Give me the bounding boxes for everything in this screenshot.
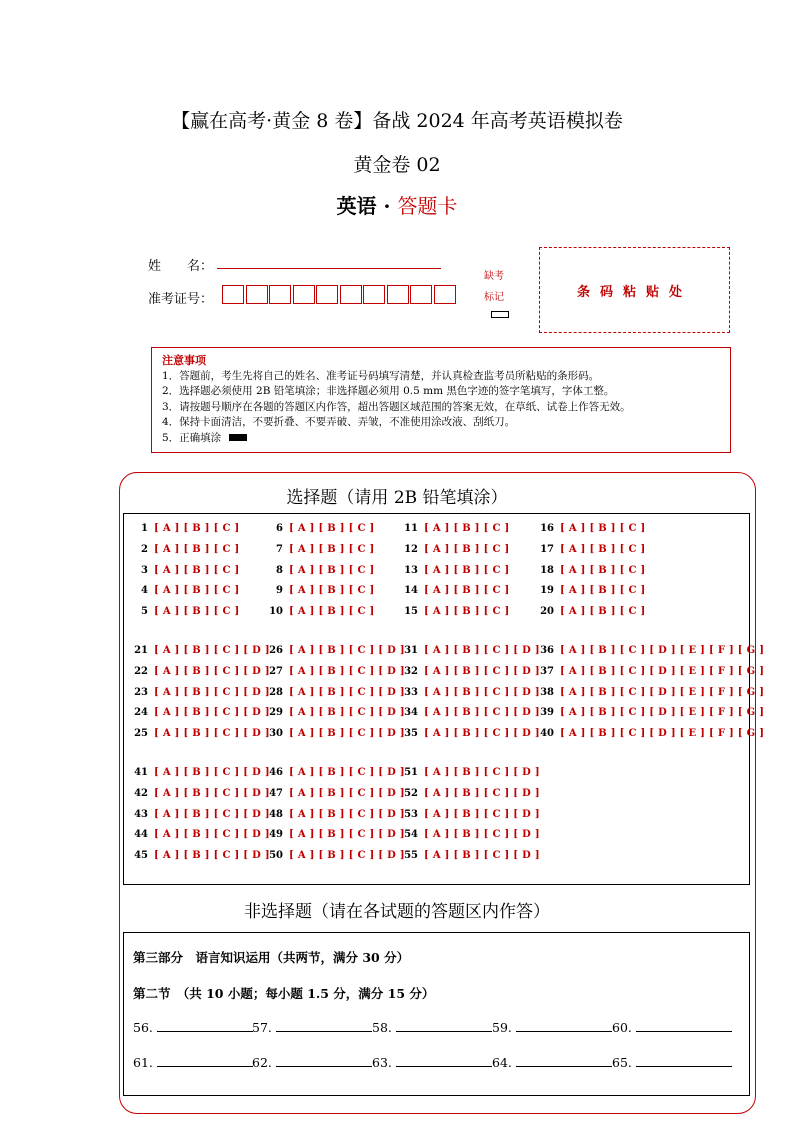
answer-options[interactable]: [ A ] [ B ] [ C ] — [560, 585, 646, 597]
barcode-area: 条码粘贴处 — [539, 247, 730, 333]
notice-item: 4．保持卡面清洁，不要折叠、不要弄破、弄皱，不准使用涂改液、刮纸刀。 — [162, 416, 516, 428]
question-number: 23 — [134, 686, 148, 698]
answer-options[interactable]: [ A ] [ B ] [ C ] [ D ] [ E ] [ F ] [ G ] — [560, 645, 765, 656]
mc-question-51 — [400, 767, 540, 778]
mc-question-49 — [265, 829, 405, 840]
answer-options[interactable]: [ A ] [ B ] [ C ] [ D ] — [424, 686, 540, 698]
blank-58[interactable] — [372, 1020, 492, 1035]
answer-options[interactable]: [ A ] [ B ] [ C ] [ D ] — [424, 707, 540, 719]
mc-question-25 — [130, 728, 270, 739]
mc-question-16 — [536, 523, 646, 534]
question-number: 24 — [134, 707, 148, 719]
answer-options[interactable]: [ A ] [ B ] [ C ] [ D ] — [424, 767, 540, 778]
question-number: 50 — [269, 850, 283, 862]
name-field[interactable] — [217, 268, 441, 269]
question-number: 25 — [134, 728, 148, 740]
question-number: 37 — [540, 665, 554, 677]
mc-question-26 — [265, 645, 405, 656]
answer-line[interactable] — [157, 1030, 253, 1032]
mc-question-34 — [400, 707, 540, 718]
blank-number: 65. — [612, 1055, 632, 1070]
answer-options[interactable]: [ A ] [ B ] [ C ] [ D ] [ E ] [ F ] [ G ] — [560, 686, 765, 698]
mc-question-52 — [400, 788, 540, 799]
answer-options[interactable]: [ A ] [ B ] [ C ] — [289, 543, 375, 555]
blank-number: 57. — [252, 1020, 272, 1035]
answer-options[interactable]: [ A ] [ B ] [ C ] [ D ] — [289, 645, 405, 656]
mc-question-8 — [265, 565, 375, 576]
question-number: 43 — [134, 808, 148, 820]
question-number: 20 — [540, 606, 554, 618]
question-number: 18 — [540, 564, 554, 576]
answer-options[interactable]: [ A ] [ B ] [ C ] [ D ] — [154, 787, 270, 799]
answer-options[interactable]: [ A ] [ B ] [ C ] [ D ] — [289, 850, 405, 862]
question-number: 9 — [276, 585, 283, 597]
notice-title: 注意事项 — [162, 354, 206, 367]
exam-subtitle: 黄金卷 02 — [353, 154, 441, 176]
blank-number: 60. — [612, 1020, 632, 1035]
id-number-boxes[interactable] — [222, 285, 457, 304]
answer-options[interactable]: [ A ] [ B ] [ C ] — [424, 543, 510, 555]
mc-question-50 — [265, 850, 405, 861]
mc-question-35 — [400, 728, 540, 739]
question-number: 19 — [540, 585, 554, 597]
mc-question-6 — [265, 523, 375, 534]
absent-label-1: 缺考 — [484, 271, 504, 282]
answer-options[interactable]: [ A ] [ B ] [ C ] — [424, 564, 510, 576]
question-number: 39 — [540, 707, 554, 719]
notice-item: 1．答题前，考生先将自己的姓名、准考证号码填写清楚，并认真检查监考员所粘贴的条形码。 — [162, 369, 600, 382]
answer-options[interactable]: [ A ] [ B ] [ C ] [ D ] — [154, 829, 270, 841]
answer-options[interactable]: [ A ] [ B ] [ C ] [ D ] — [424, 808, 540, 820]
id-digit-box[interactable] — [410, 285, 432, 304]
mc-question-20 — [536, 606, 646, 617]
question-number: 7 — [276, 543, 283, 555]
question-number: 15 — [404, 606, 418, 618]
notice-item-fill: 5．正确填涂 — [162, 431, 720, 447]
id-digit-box[interactable] — [340, 285, 362, 304]
mc-question-12 — [400, 544, 510, 555]
mc-question-3 — [130, 565, 240, 576]
answer-options[interactable]: [ A ] [ B ] [ C ] — [424, 523, 510, 534]
mc-question-22 — [130, 666, 270, 677]
answer-options[interactable]: [ A ] [ B ] [ C ] [ D ] — [154, 767, 270, 778]
answer-options[interactable]: [ A ] [ B ] [ C ] — [154, 523, 240, 534]
question-number: 6 — [276, 523, 283, 534]
answer-options[interactable]: [ A ] [ B ] [ C ] — [560, 564, 646, 576]
mc-question-24 — [130, 707, 270, 718]
mc-question-32 — [400, 666, 540, 677]
id-digit-box[interactable] — [316, 285, 338, 304]
mc-question-30 — [265, 728, 405, 739]
question-number: 29 — [269, 707, 283, 719]
answer-line[interactable] — [276, 1065, 372, 1067]
question-number: 17 — [540, 543, 554, 555]
answer-line[interactable] — [516, 1030, 612, 1032]
answer-line[interactable] — [396, 1065, 492, 1067]
question-number: 26 — [269, 645, 283, 656]
question-number: 13 — [404, 564, 418, 576]
correct-fill-sample — [229, 434, 247, 441]
mc-question-47 — [265, 788, 405, 799]
question-number: 11 — [404, 523, 418, 534]
question-number: 28 — [269, 686, 283, 698]
mc-question-13 — [400, 565, 510, 576]
question-number: 1 — [141, 523, 148, 534]
question-number: 31 — [404, 645, 418, 656]
question-number: 33 — [404, 686, 418, 698]
mc-question-9 — [265, 585, 375, 596]
question-number: 41 — [134, 767, 148, 778]
blank-57[interactable] — [252, 1020, 372, 1035]
mc-question-15 — [400, 606, 510, 617]
answer-options[interactable]: [ A ] [ B ] [ C ] — [560, 606, 646, 618]
mc-question-44 — [130, 829, 270, 840]
question-number: 14 — [404, 585, 418, 597]
mc-question-37 — [536, 666, 764, 677]
mc-question-18 — [536, 565, 646, 576]
mc-question-43 — [130, 809, 270, 820]
mc-question-27 — [265, 666, 405, 677]
mc-question-41 — [130, 767, 270, 778]
answer-options[interactable]: [ A ] [ B ] [ C ] [ D ] — [424, 728, 540, 740]
answer-options[interactable]: [ A ] [ B ] [ C ] [ D ] [ E ] [ F ] [ G ] — [560, 728, 765, 740]
answer-line[interactable] — [276, 1030, 372, 1032]
answer-options[interactable]: [ A ] [ B ] [ C ] [ D ] — [424, 850, 540, 862]
part-heading: 第三部分 语言知识运用（共两节，满分 30 分） — [133, 950, 410, 965]
answer-options[interactable]: [ A ] [ B ] [ C ] [ D ] — [154, 645, 270, 656]
blank-number: 56. — [133, 1020, 153, 1035]
blank-62[interactable] — [252, 1055, 372, 1070]
question-number: 42 — [134, 787, 148, 799]
answer-options[interactable]: [ A ] [ B ] [ C ] [ D ] — [424, 787, 540, 799]
answer-options[interactable]: [ A ] [ B ] [ C ] [ D ] — [154, 728, 270, 740]
mc-question-54 — [400, 829, 540, 840]
answer-options[interactable]: [ A ] [ B ] [ C ] [ D ] [ E ] [ F ] [ G ] — [560, 665, 765, 677]
id-digit-box[interactable] — [434, 285, 456, 304]
answer-options[interactable]: [ A ] [ B ] [ C ] [ D ] — [289, 707, 405, 719]
mc-question-7 — [265, 544, 375, 555]
question-number: 22 — [134, 665, 148, 677]
answer-options[interactable]: [ A ] [ B ] [ C ] [ D ] — [154, 808, 270, 820]
exam-title: 【赢在高考·黄金 8 卷】备战 2024 年高考英语模拟卷 — [171, 110, 623, 132]
notice-box — [151, 347, 731, 453]
answer-line[interactable] — [157, 1065, 253, 1067]
question-number: 32 — [404, 665, 418, 677]
blank-63[interactable] — [372, 1055, 492, 1070]
question-number: 47 — [269, 787, 283, 799]
mc-question-33 — [400, 687, 540, 698]
mc-question-5 — [130, 606, 240, 617]
answer-options[interactable]: [ A ] [ B ] [ C ] [ D ] — [424, 645, 540, 656]
answer-options[interactable]: [ A ] [ B ] [ C ] — [154, 606, 240, 618]
mc-question-23 — [130, 687, 270, 698]
answer-line[interactable] — [516, 1065, 612, 1067]
mc-question-29 — [265, 707, 405, 718]
question-number: 10 — [269, 606, 283, 618]
id-label: 准考证号： — [148, 292, 214, 307]
answer-line[interactable] — [636, 1030, 732, 1032]
answer-options[interactable]: [ A ] [ B ] [ C ] — [424, 606, 510, 618]
notice-item: 3．请按题号顺序在各题的答题区内作答，超出答题区域范围的答案无效，在草纸、试卷上作答无效。 — [162, 400, 631, 413]
notice-item: 2．选择题必须使用 2B 铅笔填涂；非选择题必须用 0.5 mm 黑色字迹的签字笔填写，字体工整。 — [162, 385, 615, 397]
mc-question-42 — [130, 788, 270, 799]
answer-options[interactable]: [ A ] [ B ] [ C ] [ D ] — [289, 808, 405, 820]
absent-mark-box[interactable] — [491, 311, 509, 318]
answer-options[interactable]: [ A ] [ B ] [ C ] [ D ] — [154, 686, 270, 698]
answer-options[interactable]: [ A ] [ B ] [ C ] — [289, 523, 375, 534]
question-number: 36 — [540, 645, 554, 656]
mc-question-36 — [536, 645, 764, 656]
question-number: 38 — [540, 686, 554, 698]
mc-question-14 — [400, 585, 510, 596]
answer-options[interactable]: [ A ] [ B ] [ C ] [ D ] — [154, 707, 270, 719]
mc-section-title: 选择题（请用 2B 铅笔填涂） — [286, 488, 508, 508]
mc-question-19 — [536, 585, 646, 596]
question-number: 54 — [404, 829, 418, 841]
mc-question-21 — [130, 645, 270, 656]
nc-section-title: 非选择题（请在各试题的答题区内作答） — [244, 902, 550, 922]
mc-question-40 — [536, 728, 764, 739]
answer-options[interactable]: [ A ] [ B ] [ C ] [ D ] — [154, 850, 270, 862]
absent-label-2: 标记 — [484, 292, 504, 303]
question-number: 40 — [540, 728, 554, 740]
question-number: 16 — [540, 523, 554, 534]
answer-line[interactable] — [636, 1065, 732, 1067]
id-digit-box[interactable] — [363, 285, 385, 304]
question-number: 5 — [141, 606, 148, 618]
blank-number: 62. — [252, 1055, 272, 1070]
question-number: 30 — [269, 728, 283, 740]
mc-question-4 — [130, 585, 240, 596]
answer-line[interactable] — [396, 1030, 492, 1032]
blank-number: 58. — [372, 1020, 392, 1035]
mc-question-2 — [130, 544, 240, 555]
blank-65[interactable] — [612, 1055, 732, 1070]
mc-question-28 — [265, 687, 405, 698]
answer-options[interactable]: [ A ] [ B ] [ C ] — [289, 585, 375, 597]
id-digit-box[interactable] — [293, 285, 315, 304]
id-digit-box[interactable] — [387, 285, 409, 304]
answer-options[interactable]: [ A ] [ B ] [ C ] — [560, 523, 646, 534]
question-number: 35 — [404, 728, 418, 740]
question-number: 55 — [404, 850, 418, 862]
answer-options[interactable]: [ A ] [ B ] [ C ] [ D ] — [154, 665, 270, 677]
question-number: 4 — [141, 585, 148, 597]
mc-question-39 — [536, 707, 764, 718]
question-number: 8 — [276, 564, 283, 576]
question-number: 53 — [404, 808, 418, 820]
question-number: 34 — [404, 707, 418, 719]
blank-59[interactable] — [492, 1020, 612, 1035]
answer-options[interactable]: [ A ] [ B ] [ C ] — [289, 564, 375, 576]
section-heading: 第二节 （共 10 小题；每小题 1.5 分，满分 15 分） — [133, 986, 435, 1001]
question-number: 48 — [269, 808, 283, 820]
question-number: 2 — [141, 543, 148, 555]
id-digit-box[interactable] — [269, 285, 291, 304]
answer-options[interactable]: [ A ] [ B ] [ C ] — [560, 543, 646, 555]
mc-question-10 — [265, 606, 375, 617]
answer-options[interactable]: [ A ] [ B ] [ C ] [ D ] — [424, 665, 540, 677]
answer-options[interactable]: [ A ] [ B ] [ C ] [ D ] — [289, 686, 405, 698]
blank-number: 61. — [133, 1055, 153, 1070]
answer-options[interactable]: [ A ] [ B ] [ C ] [ D ] [ E ] [ F ] [ G ] — [560, 707, 765, 719]
mc-question-53 — [400, 809, 540, 820]
blank-number: 59. — [492, 1020, 512, 1035]
mc-question-46 — [265, 767, 405, 778]
question-number: 45 — [134, 850, 148, 862]
answer-options[interactable]: [ A ] [ B ] [ C ] [ D ] — [289, 767, 405, 778]
answer-options[interactable]: [ A ] [ B ] [ C ] — [424, 585, 510, 597]
blank-number: 63. — [372, 1055, 392, 1070]
blank-64[interactable] — [492, 1055, 612, 1070]
question-number: 3 — [141, 564, 148, 576]
answer-options[interactable]: [ A ] [ B ] [ C ] [ D ] — [289, 829, 405, 841]
mc-question-45 — [130, 850, 270, 861]
blank-61[interactable] — [133, 1055, 253, 1070]
mc-question-38 — [536, 687, 764, 698]
question-number: 12 — [404, 543, 418, 555]
question-number: 49 — [269, 829, 283, 841]
question-number: 21 — [134, 645, 148, 656]
blank-56[interactable] — [133, 1020, 253, 1035]
id-digit-box[interactable] — [246, 285, 268, 304]
blank-number: 64. — [492, 1055, 512, 1070]
question-number: 52 — [404, 787, 418, 799]
mc-question-11 — [400, 523, 510, 534]
mc-question-31 — [400, 645, 540, 656]
answer-options[interactable]: [ A ] [ B ] [ C ] — [289, 606, 375, 618]
answer-options[interactable]: [ A ] [ B ] [ C ] — [154, 543, 240, 555]
answer-options[interactable]: [ A ] [ B ] [ C ] [ D ] — [289, 728, 405, 740]
answer-options[interactable]: [ A ] [ B ] [ C ] [ D ] — [424, 829, 540, 841]
question-number: 44 — [134, 829, 148, 841]
question-number: 46 — [269, 767, 283, 778]
answer-options[interactable]: [ A ] [ B ] [ C ] — [154, 564, 240, 576]
mc-question-48 — [265, 809, 405, 820]
mc-question-1 — [130, 523, 240, 534]
blank-60[interactable] — [612, 1020, 732, 1035]
answer-options[interactable]: [ A ] [ B ] [ C ] [ D ] — [289, 787, 405, 799]
answer-options[interactable]: [ A ] [ B ] [ C ] — [154, 585, 240, 597]
question-number: 27 — [269, 665, 283, 677]
name-label: 姓 名： — [148, 259, 214, 274]
question-number: 51 — [404, 767, 418, 778]
id-digit-box[interactable] — [222, 285, 244, 304]
mc-question-17 — [536, 544, 646, 555]
card-heading: 英语 · 答题卡 — [336, 194, 458, 218]
mc-question-55 — [400, 850, 540, 861]
answer-options[interactable]: [ A ] [ B ] [ C ] [ D ] — [289, 665, 405, 677]
